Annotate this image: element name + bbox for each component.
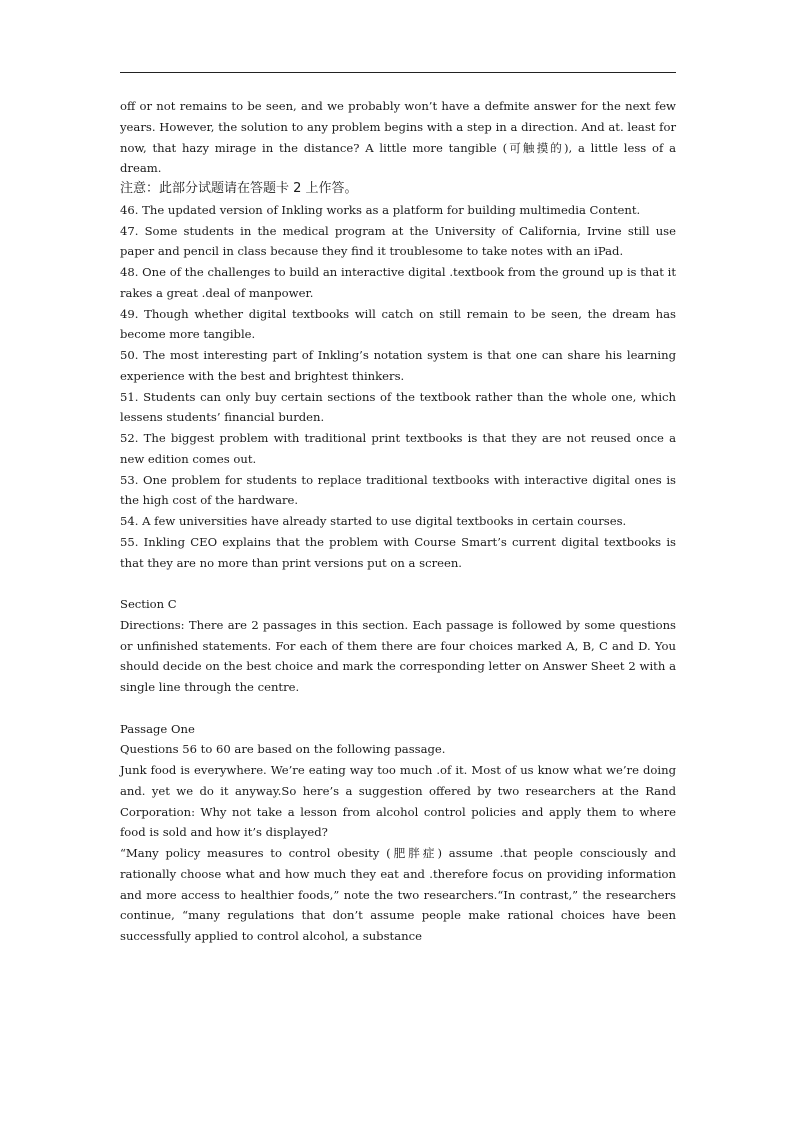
intro-paragraph: off or not remains to be seen, and we probably won’t have a defmite answer for the next few years. However, the solution to any problem begins with a step in a direction. And at. least for now, that hazy mirage in the distance? A little more tangible (可触摸的), a little less of a dream.	[120, 99, 676, 176]
statement-51: 51. Students can only buy certain sections of the textbook rather than the whole one, which lessens students’ financial burden.	[120, 389, 676, 425]
statement-53: 53. One problem for students to replace traditional textbooks with interactive digital ones is the high cost of the hardware.	[120, 472, 676, 508]
statement-55: 55. Inkling CEO explains that the problem with Course Smart’s current digital textbooks is that they are no more than print versions put on a screen.	[120, 534, 676, 570]
document-body	[120, 96, 676, 947]
statement-52: 52. The biggest problem with traditional print textbooks is that they are not reused once a new edition comes out.	[120, 431, 676, 466]
answer-sheet-note: 注意：此部分试题请在答题卡 2 上作答。	[120, 181, 358, 196]
statement-49: 49. Though whether digital textbooks will catch on still remain to be seen, the dream has become more tangible.	[120, 306, 676, 342]
statement-46: 46. The updated version of Inkling works as a platform for building multimedia Content.	[120, 202, 641, 217]
statement-54: 54. A few universities have already started to use digital textbooks in certain courses.	[120, 514, 627, 528]
statement-48: 48. One of the challenges to build an interactive digital .textbook from the ground up is that it rakes a great .deal of manpower.	[120, 265, 676, 300]
statement-50: 50. The most interesting part of Inkling’s notation system is that one can share his learning experience with the best and brightest thinkers.	[120, 348, 676, 383]
section-c-directions: Directions: There are 2 passages in this section. Each passage is followed by some questions or unfinished statements. For each of them there are four choices marked A, B, C and D. You should decide on the best choice and mark the corresponding letter on Answer Sheet 2 with a single line through the centre.	[120, 617, 676, 694]
header-rule	[120, 72, 676, 73]
passage-paragraph-2: “Many policy measures to control obesity (肥胖症) assume .that people consciously and rationally choose what and how much they eat and .therefore focus on providing information and more access to healthier foods,” note the two researchers.“In contrast,” the researchers continue, “many regulations that don’t assume people make rational choices have been successfully applied to control alcohol, a substance	[120, 846, 676, 943]
passage-paragraph-1: Junk food is everywhere. We’re eating way too much .of it. Most of us know what we’re doing and. yet we do it anyway.So here’s a suggestion offered by two researchers at the Rand Corporation: Why not take a lesson from alcohol control policies and apply them to where food is sold and how it’s displayed?	[120, 763, 676, 840]
statement-47: 47. Some students in the medical program at the University of California, Irvine still use paper and pencil in class because they find it troublesome to take notes with an iPad.	[120, 223, 676, 259]
passage-one-questions-note: Questions 56 to 60 are based on the following passage.	[120, 742, 446, 757]
passage-one-heading: Passage One	[120, 721, 195, 736]
section-c-heading: Section C	[120, 597, 177, 611]
